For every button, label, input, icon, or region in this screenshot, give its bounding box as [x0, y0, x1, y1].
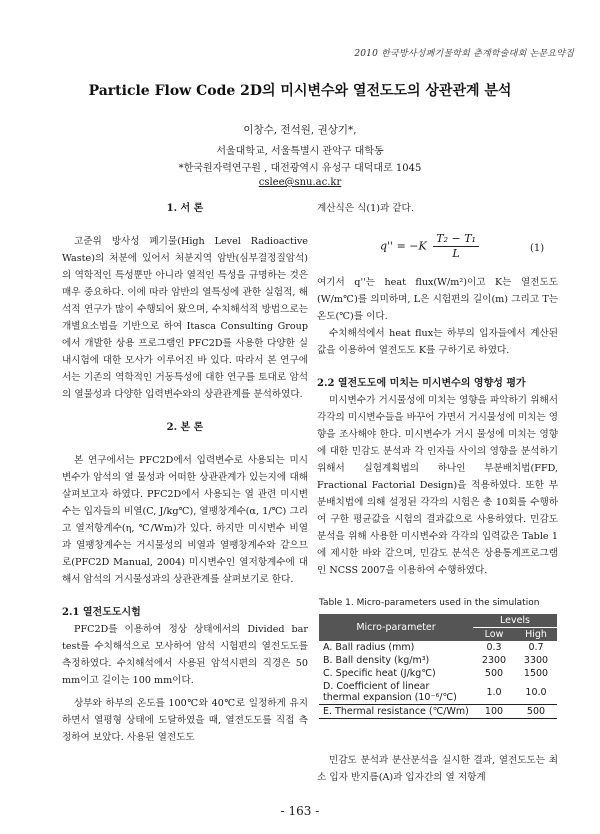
- param-low: 500: [484, 668, 504, 679]
- section-2-2-heading: 2.2 열전도도에 미치는 미시변수의 영향성 평가: [317, 378, 526, 389]
- equation-lhs: q'' = −K: [380, 239, 427, 253]
- equation-intro: 계산식은 식(1)과 같다.: [317, 203, 414, 214]
- section-2-2-paragraph: 미시변수가 거시물성에 미치는 영향을 파악하기 위해서 각각의 미시변수들을 바꾸어 가면서 거시물성에 미치는 영향을 조사해야 한다. 미시변수가 거시 물성에 미치는 영향에 대한 민감도 분석과 각 인자들 사이의 영향을 분석하기 위해서 실험계획법의 하나인 부분배치법(FFD, Fractional Factorial Design)을 적용하였다. 또한 부분배치법에 의해 설정된 각각의 시험은 총 10회를 수행하여 구한 평균값을 시험의 결과값으로 사용하였다. 민감도 분석을 위해 사용한 미시변수와 각각의 입력값은 Table 1에 제시한 바와 같으며, 민감도 분석은 상용통계프로그램인 NCSS 2007을 이용하여 수행하였다.: [317, 395, 558, 576]
- section-2-1-paragraph-1: PFC2D를 이용하여 정상 상태에서의 Divided bar test를 수치해석으로 모사하여 암석 시험편의 열전도도를 측정하였다. 수치해석에서 사용된 암석시편의 직경은 50 mm이고 길이는 100 mm이다.: [62, 624, 308, 686]
- right-column-body: [317, 274, 558, 579]
- table-row: [319, 667, 557, 680]
- micro-parameter-table: [319, 614, 557, 719]
- authors: 이창수, 전석원, 권상기*,: [243, 124, 357, 136]
- where-paragraph: 여기서 q''는 heat flux(W/m²)이고 K는 열전도도(W/m℃)를 의미하며, L은 시험편의 길이(m) 그리고 T는 온도(℃)를 이다.: [317, 277, 558, 322]
- running-head: 2010 한국방사성폐기물학회 춘계학술대회 논문요약집: [354, 49, 574, 59]
- param-high: 0.7: [528, 642, 544, 653]
- param-name: C. Specific heat (J/kg℃): [323, 668, 436, 679]
- table-row: [319, 641, 557, 654]
- equation-numerator: T₂ − T₁: [433, 232, 479, 247]
- table-row: [319, 654, 557, 667]
- equation-denominator: L: [452, 247, 460, 260]
- section-1-paragraph: 고준위 방사성 폐기물(High Level Radioactive Waste)의 처분에 있어서 처분지역 암반(심부결정질암석)의 역학적인 특성뿐만 아니라 열적인 특성을 규명하는 것은 매우 중요하다. 이에 따라 암반의 열특성에 관한 실험적, 해석적 연구가 많이 수행되어 왔으며, 수치해석적 방법으로는 개별요소법을 기반으로 하여 Itasca Consulting Group에서 개발한 상용 프로그램인 PFC2D를 사용한 다양한 실내시험에 대한 모사가 이루어진 바 있다. 따라서 본 연구에서는 기존의 역학적인 거동특성에 대한 연구를 토대로 암석의 열물성과 다양한 입력변수와의 상관관계를 분석하였다.: [62, 236, 308, 400]
- param-high: 1500: [523, 668, 549, 679]
- section-2-1-paragraph-2: 상부와 하부의 온도를 100℃와 40℃로 일정하게 유지하면서 열평형 상태에 도달하였을 때, 열전도도를 직접 측정하여 보았다. 사용된 열전도도: [62, 698, 308, 743]
- left-column: [62, 200, 308, 746]
- paper-title: Particle Flow Code 2D의 미시변수와 열전도도의 상관관계 분석: [88, 83, 512, 99]
- author-email[interactable]: cslee@snu.ac.kr: [258, 177, 342, 188]
- table-row: [319, 680, 557, 705]
- param-high: 10.0: [525, 686, 547, 698]
- equation-number: (1): [530, 243, 545, 254]
- table-row: [319, 705, 557, 719]
- section-2-heading: 2. 본 론: [166, 422, 204, 433]
- header-high: High: [525, 629, 547, 640]
- param-low: 1.0: [486, 686, 502, 698]
- table-caption: Table 1. Micro-parameters used in the simulation: [319, 598, 540, 608]
- header-levels: Levels: [473, 614, 557, 628]
- flux-paragraph: 수치해석에서 heat flux는 하부의 입자들에서 계산된 값을 이용하여 열전도도 K를 구하기로 하였다.: [317, 328, 558, 356]
- table-header-row: [319, 614, 557, 628]
- affiliation-2: *한국원자력연구원 , 대전광역시 유성구 대덕대로 1045: [178, 163, 422, 174]
- param-name: D. Coefficient of linear thermal expansion (10⁻⁶/℃): [323, 681, 457, 703]
- right-column-closing: [317, 752, 558, 786]
- section-2-1-heading: 2.1 열전도도시험: [62, 607, 141, 618]
- param-low: 100: [484, 706, 504, 717]
- param-name: A. Ball radius (mm): [323, 642, 415, 653]
- header-low: Low: [484, 629, 504, 640]
- closing-paragraph: 민감도 분석과 분산분석을 실시한 결과, 열전도도는 최소 입자 반지름(A)과 입자간의 열 저항계: [317, 755, 558, 783]
- affiliation-1: 서울대학교, 서울특별시 관악구 대학동: [216, 146, 384, 157]
- equation-fraction: [433, 232, 479, 261]
- param-low: 0.3: [486, 642, 502, 653]
- param-high: 500: [526, 706, 546, 717]
- equation-1: [380, 232, 482, 261]
- section-2-paragraph: 본 연구에서는 PFC2D에서 입력변수로 사용되는 미시변수가 암석의 열 물성과 어떠한 상관관계가 있는지에 대해 살펴보고자 하였다. PFC2D에서 사용되는 열 관련 미시변수는 입자들의 비열(C, J/kg℃), 열팽창계수(α, 1/℃) 그리고 열저항계수(η, ℃/Wm)가 있다. 하지만 미시변수 비열과 열팽창계수는 거시물성의 비열과 열팽창계수와 같으므로(PFC2D Manual, 2004) 미시변수인 열저항계수에 대해서 암석의 거시물성과의 상관관계를 살펴보기로 한다.: [62, 455, 308, 585]
- section-1-heading: 1. 서 론: [166, 203, 204, 214]
- page-number: - 163 -: [280, 804, 320, 818]
- param-name: E. Thermal resistance (℃/Wm): [323, 706, 469, 717]
- param-low: 2300: [481, 655, 507, 666]
- param-high: 3300: [523, 655, 549, 666]
- param-name: B. Ball density (kg/m³): [323, 655, 430, 666]
- header-micro-parameter: Micro-parameter: [356, 622, 436, 633]
- right-column: [317, 200, 558, 217]
